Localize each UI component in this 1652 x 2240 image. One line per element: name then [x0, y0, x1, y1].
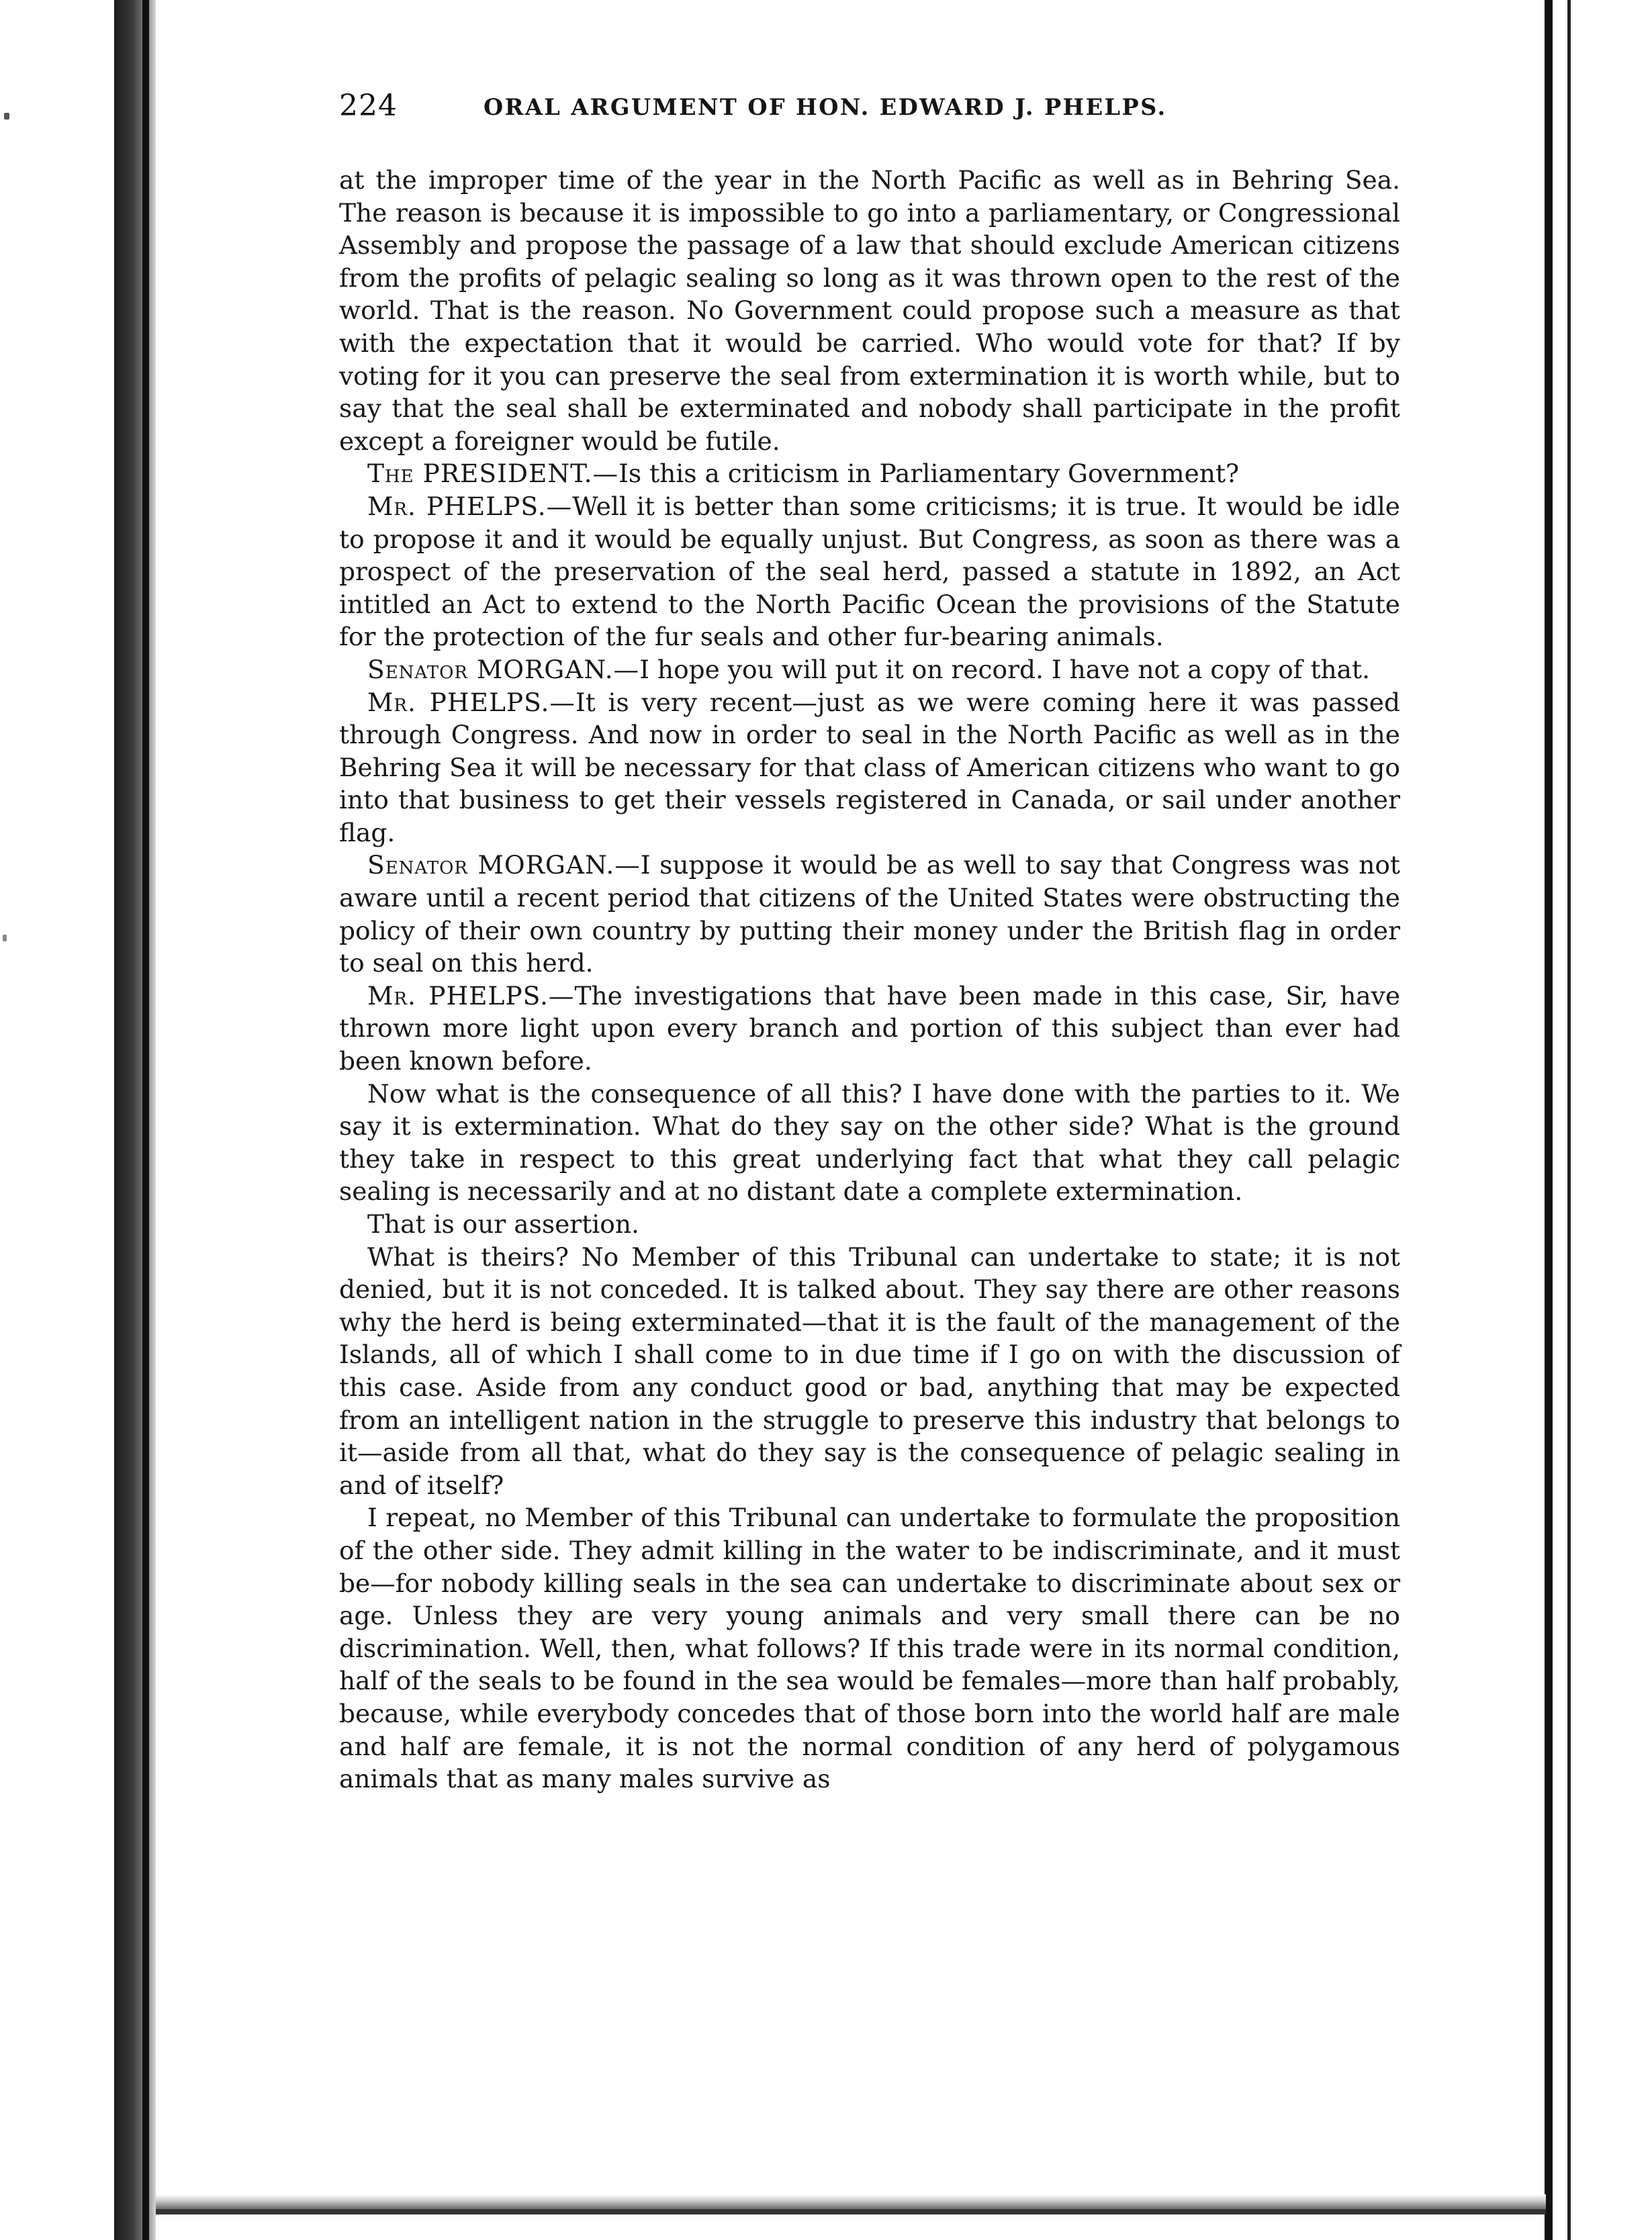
page-number: 224 — [339, 89, 398, 123]
running-head: ORAL ARGUMENT OF HON. EDWARD J. PHELPS. — [484, 94, 1167, 120]
paragraph — [339, 686, 1400, 849]
page-body — [339, 164, 1400, 1795]
paragraph-text: The investigations that have been made in this case, Sir, have thrown more light upon every branch and portion of this subject than ever had been known before. — [339, 980, 1401, 1076]
paragraph-text: Now what is the consequence of all this? I have done with the parties to it. We say it is extermination. What do they say on the other side? What is the ground they take in respect to this great underlying fact that what they call pelagic sealing is necessarily and at no distant date a complete extermination. — [339, 1078, 1400, 1207]
book-spine-edge — [142, 0, 149, 2240]
paragraph-text: at the improper time of the year in the North Pacific as well as in Behring Sea. The reason is because it is impossible to go into a parliamentary, or Congressional Assembly and propose the passage of a law that should exclude American citizens from the profits of pelagic sealing so long as it was thrown open to the rest of the world. That is the reason. No Government could propose such a measure as that with the expectation that it would be carried. Who would vote for that? If by voting for it you can preserve the seal from extermination it is worth while, but to say that the seal shall be exterminated and nobody shall participate in the profit except a foreigner would be futile. — [339, 165, 1400, 456]
paragraph — [339, 1208, 1400, 1241]
paragraph-text: Well it is better than some criticisms; it is true. It would be idle to propose it and it would be equally unjust. But Congress, as soon as there was a prospect of the preservation of the seal herd, passed a statute in 1892, an Act intitled an Act to extend to the North Pacific Ocean the provisions of the Statute for the protection of the fur seals and other fur-bearing animals. — [339, 491, 1400, 652]
paragraph-text: What is theirs? No Member of this Tribunal can undertake to state; it is not denied, but it is not conceded. It is talked about. They say there are other reasons why the herd is being exterminated—that it is the fault of the management of the Islands, all of which I shall come to in due time if I go on with the discussion of this case. Aside from any conduct good or bad, anything that may be expected from an intelligent nation in the struggle to preserve this industry that belongs to it—aside from all that, what do they say is the consequence of pelagic sealing in and of itself? — [339, 1242, 1400, 1500]
paragraph — [339, 164, 1400, 457]
paragraph-text: That is our assertion. — [367, 1209, 639, 1239]
paragraph-text: It is very recent—just as we were coming here it was passed through Congress. And now in order to seal in the North Pacific as well as in the Behring Sea it will be necessary for that class of American citizens who want to go into that business to get their vessels registered in Canada, or sail under another flag. — [339, 687, 1400, 847]
paragraph — [339, 849, 1400, 979]
speaker-label: Senator MORGAN.— — [367, 654, 640, 684]
speaker-label: The PRESIDENT.— — [367, 459, 619, 489]
paragraph-text: I suppose it would be as well to say that Congress was not aware until a recent period that citizens of the United States were obstructing the policy of their own country by putting their money under the British flag in order to seal on this herd. — [339, 850, 1400, 978]
paragraph — [339, 457, 1400, 490]
paragraph — [339, 653, 1400, 686]
paragraph-text: I repeat, no Member of this Tribunal can undertake to formulate the proposition of the other side. They admit killing in the water to be indiscriminate, and it must be—for nobody killing seals in the sea can undertake to discriminate about sex or age. Unless they are very young animals and very small there can be no discrimination. Well, then, what follows? If this trade were in its normal condition, half of the seals to be found in the sea would be females—more than half probably, because, while everybody concedes that of those born into the world half are male and half are female, it is not the normal condition of any herd of polygamous animals that as many males survive as — [339, 1503, 1400, 1794]
paragraph-text: Is this a criticism in Parliamentary Government? — [618, 459, 1240, 489]
book-spine-shadow — [114, 0, 156, 2240]
paragraph-text: I hope you will put it on record. I have not a copy of that. — [639, 654, 1371, 684]
page-header — [339, 81, 1400, 148]
paragraph — [339, 980, 1400, 1078]
speaker-label: Mr. PHELPS.— — [367, 980, 575, 1011]
paragraph — [339, 1241, 1400, 1502]
page-edge-right — [1545, 0, 1553, 2240]
speaker-label: Mr. PHELPS.— — [367, 491, 573, 521]
right-margin — [1571, 0, 1652, 2240]
left-margin — [0, 0, 15, 2240]
page-bottom-edge — [156, 2209, 1546, 2214]
scan-speck — [4, 113, 9, 120]
speaker-label: Senator MORGAN.— — [367, 850, 641, 880]
page-bottom-shadow — [156, 2194, 1546, 2209]
paragraph — [339, 1078, 1400, 1208]
scan-speck — [3, 935, 7, 941]
speaker-label: Mr. PHELPS.— — [367, 687, 576, 717]
book-page — [339, 81, 1400, 1795]
paragraph — [339, 490, 1400, 653]
paragraph — [339, 1501, 1400, 1795]
